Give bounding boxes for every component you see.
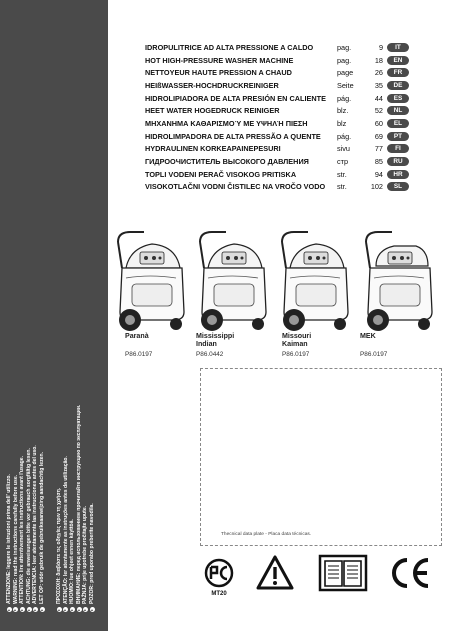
language-title: HIDROLIMPADORA DE ALTA PRESSÃO A QUENTE (145, 131, 321, 141)
warning-line (13, 12, 20, 612)
language-row[interactable] (145, 79, 415, 92)
language-row[interactable] (145, 130, 415, 143)
language-title: HIDROLIPIADORA DE ALTA PRESIÓN EN CALIENTE (145, 93, 326, 103)
language-row[interactable] (145, 168, 415, 181)
language-code-badge: FI (387, 144, 409, 153)
language-title: VISOKOTLAČNI VODNI ČISTILEC NA VROČO VODO (145, 182, 326, 192)
language-row[interactable] (145, 54, 415, 67)
language-code-badge: IT (387, 43, 409, 52)
language-title: ΜΗΧΑΝΗΜΑ ΚΑΘΑΡΙΣΜΟΎ ΜΕ ΥΨΗΛΉ ΠΙΕΣΗ (145, 118, 308, 128)
warning-line (82, 12, 89, 612)
page-prefix: pág. (337, 131, 352, 141)
language-title: HOT HIGH-PRESSURE WASHER MACHINE (145, 55, 294, 65)
model-name: Paranà (125, 332, 149, 340)
page-number: 18 (374, 55, 383, 65)
warning-line (19, 12, 26, 612)
warning-text: ADVERTENCIA: leer atentamente las instrucciones antes del uso. (32, 445, 39, 604)
page-number: 69 (374, 131, 383, 141)
data-plate-label: Thecnical data plate - Placa data técnicas. (221, 532, 312, 537)
model-missouri (282, 332, 362, 358)
warning-line (89, 12, 96, 612)
language-row[interactable] (145, 155, 415, 168)
language-row[interactable] (145, 181, 415, 194)
arrow-bullet-icon (63, 607, 68, 612)
page-number: 60 (374, 118, 383, 128)
language-title: HYDRAULINEN KORKEAPAINEPESURI (145, 144, 281, 154)
page-prefix: blz. (337, 106, 349, 116)
language-code-badge: DE (387, 81, 409, 90)
language-title: ГИДРООЧИСТИТЕЛЬ ВЫСОКОГО ДАВЛЕНИЯ (145, 157, 309, 167)
warning-line (6, 12, 13, 612)
language-code-badge: NL (387, 106, 409, 115)
arrow-bullet-icon (83, 607, 88, 612)
page-number: 94 (374, 169, 383, 179)
model-labels (110, 333, 440, 363)
warnings-left-column (6, 12, 54, 612)
page-number: 77 (374, 144, 383, 154)
page-number: 9 (378, 42, 383, 52)
warning-text: LET OP: vóór gebruik de gebruiksaanwijzing aandachtig lezen. (38, 452, 45, 604)
warning-text: ΠΡΟΣΟΧΗ: διαβάστε τις οδηγίες πριν τη χρήση. (56, 487, 62, 604)
arrow-bullet-icon (20, 607, 25, 612)
model-name: Mississippi Indian (196, 332, 235, 348)
page-number: 44 (374, 93, 383, 103)
page-prefix: pag. (337, 42, 352, 52)
page-number: 26 (374, 68, 383, 78)
page-prefix: sivu (337, 144, 350, 154)
warning-text: ATTENTION: lire attentivement les instructions avant l'usage. (19, 455, 26, 604)
arrow-bullet-icon (7, 607, 12, 612)
page-prefix: Seite (337, 80, 354, 90)
machine-illustration-parana (110, 228, 192, 338)
warning-band (0, 0, 108, 631)
language-code-badge: HR (387, 170, 409, 179)
language-row[interactable] (145, 41, 415, 54)
machine-illustration-mek (358, 228, 440, 338)
page-prefix: pag. (337, 55, 352, 65)
model-code: P86.0197 (125, 351, 153, 358)
language-title: HEIßWASSER-HOCHDRUCKREINIGER (145, 80, 279, 90)
warnings-right-column (56, 12, 104, 612)
language-title: IDROPULITRICE AD ALTA PRESSIONE A CALDO (145, 42, 314, 52)
page-prefix: str. (337, 182, 347, 192)
arrow-bullet-icon (90, 607, 95, 612)
arrow-bullet-icon (27, 607, 32, 612)
language-code-badge: EL (387, 119, 409, 128)
page-prefix: blz (337, 118, 347, 128)
model-parana (125, 332, 205, 358)
model-name: MEK (360, 332, 376, 340)
page-prefix: page (337, 68, 354, 78)
certification-icons (200, 553, 445, 601)
page-prefix: pág. (337, 93, 352, 103)
page-number: 85 (374, 157, 383, 167)
language-row[interactable] (145, 143, 415, 156)
warning-text: PAŽNJA: prije upotrebe pročitajte upute. (82, 505, 89, 604)
rst-certification-icon (200, 557, 238, 599)
arrow-bullet-icon (13, 607, 18, 612)
language-row[interactable] (145, 92, 415, 105)
arrow-bullet-icon (33, 607, 38, 612)
language-code-badge: FR (387, 68, 409, 77)
model-code: P86.0197 (282, 351, 310, 358)
warning-text: ACHTUNG: die anweisungen bitte vor gebrauch sorgfältig lesen. (25, 448, 32, 604)
language-title: HEET WATER HOGEDRUCK REINIGER (145, 106, 280, 116)
arrow-bullet-icon (70, 607, 75, 612)
page-prefix: str. (337, 169, 347, 179)
arrow-bullet-icon (77, 607, 82, 612)
page-number: 102 (370, 182, 383, 192)
warning-line (26, 12, 33, 612)
page-prefix: стр (337, 157, 349, 167)
language-code-badge: EN (387, 56, 409, 65)
warning-line (63, 12, 70, 612)
warning-text: POZOR: pred uporabo preberite navodila. (88, 503, 95, 604)
warning-line (32, 12, 39, 612)
machine-illustration-missouri (274, 228, 356, 338)
language-row[interactable] (145, 66, 415, 79)
warning-text: WARNING: read the instructions carefully before use. (12, 474, 19, 604)
machine-illustrations (110, 228, 440, 338)
language-code-badge: RU (387, 157, 409, 166)
language-row[interactable] (145, 117, 415, 130)
arrow-bullet-icon (40, 607, 45, 612)
warning-text: ATENÇÃO: ler atentamente as instruções antes da utilização. (62, 456, 69, 604)
ce-mark-icon (388, 553, 432, 593)
manual-book-icon (318, 553, 368, 593)
warning-text: ATTENZIONE: leggere le istruzioni prima dell' utilizzo. (6, 474, 12, 604)
language-code-badge: SL (387, 182, 409, 191)
language-code-badge: ES (387, 94, 409, 103)
warning-line (39, 12, 46, 612)
model-name: Missouri Kaiman (282, 332, 312, 348)
warning-triangle-icon (255, 553, 295, 593)
language-index (145, 41, 415, 193)
model-code: P86.0442 (196, 351, 224, 358)
page-number: 52 (374, 106, 383, 116)
data-plate-area (200, 368, 442, 546)
model-mek (360, 332, 440, 358)
warning-line (56, 12, 63, 612)
machine-illustration-mississippi (192, 228, 274, 338)
model-code: P86.0197 (360, 351, 388, 358)
language-title: TOPLI VODENI PERAČ VISOKOG PRITISKA (145, 169, 297, 179)
arrow-bullet-icon (57, 607, 62, 612)
warning-text: ВНИМАНИЕ: перед использованием прочитайте инструкцию по эксплуатации. (75, 404, 82, 604)
language-title: NETTOYEUR HAUTE PRESSION A CHAUD (145, 68, 292, 78)
rst-code: MT20 (211, 591, 227, 597)
warning-text: HUOMIO: lue ohjeet ennen käyttöä. (69, 519, 76, 604)
warning-line (69, 12, 76, 612)
page-number: 35 (374, 80, 383, 90)
language-row[interactable] (145, 104, 415, 117)
model-mississippi (196, 332, 276, 358)
language-code-badge: PT (387, 132, 409, 141)
